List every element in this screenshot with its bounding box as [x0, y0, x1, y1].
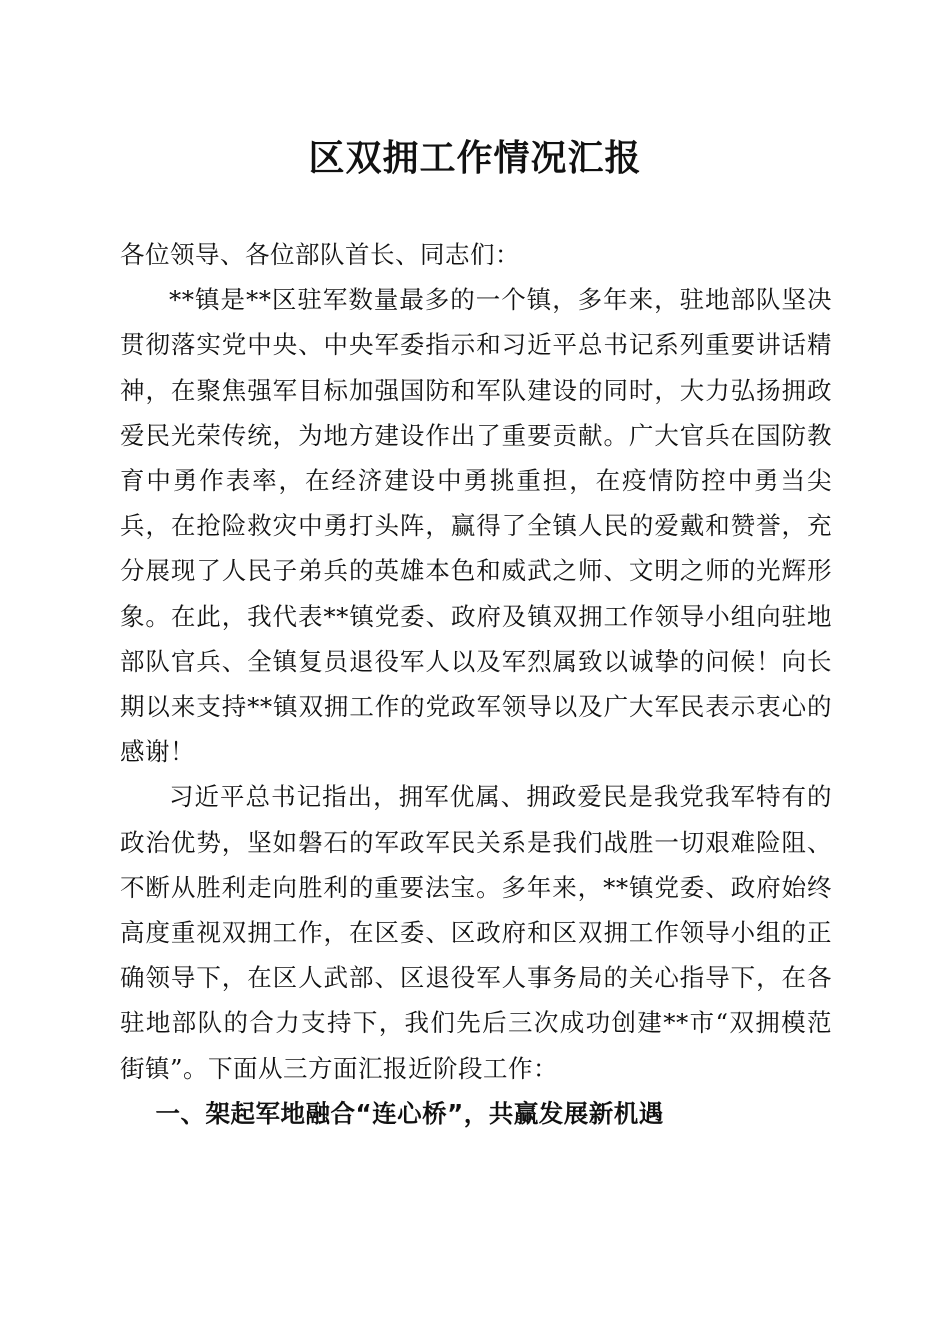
document-body [120, 232, 832, 1136]
paragraph-intro: **镇是**区驻军数量最多的一个镇，多年来，驻地部队坚决贯彻落实党中央、中央军委指示和习近平总书记系列重要讲话精神，在聚焦强军目标加强国防和军队建设的同时，大力弘扬拥政爱民光荣传统，为地方建设作出了重要贡献。广大官兵在国防教育中勇作表率，在经济建设中勇挑重担，在疫情防控中勇当尖兵，在抢险救灾中勇打头阵，赢得了全镇人民的爱戴和赞誉，充分展现了人民子弟兵的英雄本色和威武之师、文明之师的光辉形象。在此，我代表**镇党委、政府及镇双拥工作领导小组向驻地部队官兵、全镇复员退役军人以及军烈属致以诚挚的问候！向长期以来支持**镇双拥工作的党政军领导以及广大军民表示衷心的感谢！ [120, 285, 832, 767]
paragraph-overview: 习近平总书记指出，拥军优属、拥政爱民是我党我军特有的政治优势，坚如磐石的军政军民关系是我们战胜一切艰难险阻、不断从胜利走向胜利的重要法宝。多年来，**镇党委、政府始终高度重视双拥工作，在区委、区政府和区双拥工作领导小组的正确领导下，在区人武部、区退役军人事务局的关心指导下，在各驻地部队的合力支持下，我们先后三次成功创建**市“双拥模范街镇”。下面从三方面汇报近阶段工作： [120, 782, 832, 1083]
document-title: 区双拥工作情况汇报 [308, 137, 642, 179]
salutation: 各位领导、各位部队首长、同志们： [120, 240, 520, 269]
section-heading-1: 一、架起军地融合“连心桥”，共赢发展新机遇 [155, 1098, 664, 1128]
